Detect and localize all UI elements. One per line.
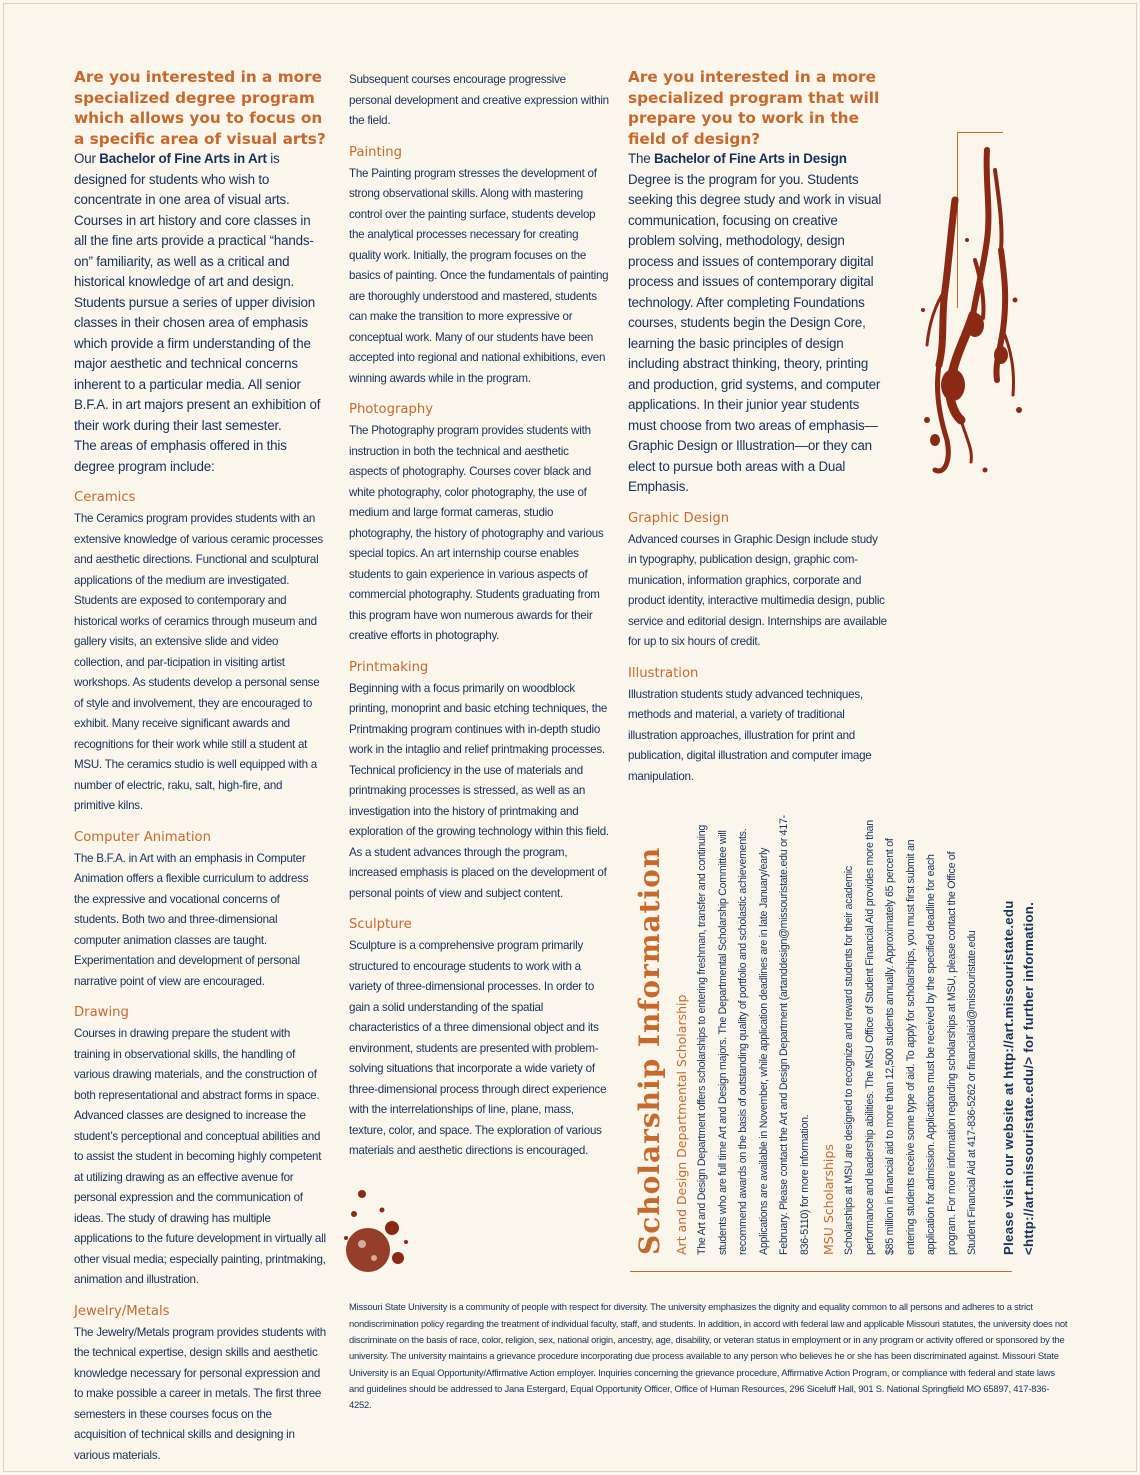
msu-scholarships-title: MSU Scholarships — [821, 1144, 836, 1255]
computer-animation-title: Computer Animation — [74, 829, 211, 845]
msu-scholarships-body: Scholarships at MSU are designed to recognize and reward students for their academic performance and leadership abilities. The MSU Office of Student Financial Aid provides more than $85 million in financial aid to more than 12,500 students annually. Approximately 65 percent of entering students receive some type of aid. To apply for scholarships, you must first submit an application for admission. Applications must be received by the specified deadline for each program. For more information regarding scholarships at MSU, please contact the Office of Student Financial Aid at 417-836-5262 or financialaid@missouristate.edu — [843, 820, 978, 1255]
ceramics-title: Ceramics — [74, 490, 136, 505]
drawing-title: Drawing — [74, 1005, 129, 1020]
jewelry-metals-title: Jewelry/Metals — [74, 1303, 170, 1319]
design-degree-intro: The Bachelor of Fine Arts in Design Degree is the program for you. Students seeking this degree study and work in visual communication, focusing on creative problem solving, methodology, design process and issues of contemporary digital process and issues of contemporary digital technology. After completing Foundations courses, students begin the Design Core, learning the basic principles of design including abstract thinking, theory, printing and production, grid systems, and computer applications. In their junior year students must choose from two areas of emphasis—Graphic Design or Illustration—or they can elect to pursue both areas with a Dual Emphasis. — [628, 151, 882, 494]
divider-rule — [630, 1271, 1012, 1272]
paint-splatter-illustration — [915, 140, 1025, 485]
sculpture-body: Sculpture is a comprehensive program primarily structured to encourage students to work with a variety of three-dimensional processes. In order to gain a solid understanding of the spatial characteristics of a three dimensional object and its environment, students are presented with problem-solving situations that incorporate a wide variety of three-dimensional process through direct experience with the interrelationships of line, plane, mass, texture, color, and space. The exploration of various materials and aesthetic directions is encouraged. — [349, 939, 607, 1157]
left-column — [74, 67, 326, 1466]
printmaking-body: Beginning with a focus primarily on woodblock printing, monoprint and basic etching techniques, the Printmaking program continues with in-depth studio work in the intaglio and relief printmaking processes. Technical proficiency in the use of materials and printmaking processes is stressed, as well as an investigation into the history of printmaking and exploration of the growing technology within this field. As a student advances through the program, increased emphasis is placed on the development of personal points of view and subject content. — [349, 681, 609, 900]
dept-scholarship-body: The Art and Design Department offers scholarships to entering freshman, transfer and continuing students who are full time Art and Design majors. The Departmental Scholarship Committee will recommend awards on the basis of outstanding quality of portfolio and scholastic achievements. Applications are available in November, while application deadlines are in late January/early February. Please contact the Art and Design Department (artanddesign@missouristate.edu or 417-836-5110) for more information. — [696, 815, 811, 1255]
photography-title: Photography — [349, 402, 434, 417]
sculpture-title: Sculpture — [349, 917, 412, 932]
middle-column — [349, 70, 609, 1162]
jewelry-metals-body: The Jewelry/Metals program provides students with the technical expertise, design skills and aesthetic knowledge necessary for personal expression and to make possible a career in metals. The first three semesters in these courses focus on the acquisition of technical skills and designing in various materials. — [74, 1325, 326, 1462]
website-link-line[interactable]: Please visit our website at http://art.missouristate.edu — [1000, 900, 1016, 1255]
design-degree-heading: Are you interested in a more specialized program that will prepare you to work in the field of design? — [628, 68, 880, 148]
painting-title: Painting — [349, 144, 403, 160]
photography-body: The Photography program provides students with instruction in both the technical and aesthetic aspects of photography. Courses cover black and white photography, color photography, the use of medium and large format cameras, studio photography, the history of photography and various special topics. An art internship course enables students to gain experience in various aspects of commercial photography. Students graduating from this program have won numerous awards for their creative efforts in photography. — [349, 424, 604, 642]
dept-scholarship-title: Art and Design Departmental Scholarship — [674, 994, 689, 1255]
nondiscrimination-footer: Missouri State University is a community of people with respect for diversity. The university emphasizes the dignity and equality common to all persons and adheres to a strict nondiscrimination policy regarding the treatment of individual faculty, staff, and students. In addition, in accord with federal law and applicable Missouri statutes, the university does not discriminate on the basis of race, color, religion, sex, national origin, ancestry, age, disability, or veteran status in employment or in any program or activity offered or sponsored by the university. The university maintains a grievance procedure incorporating due process available to any person who believes he or she has been discriminated against. Missouri State University is an Equal Opportunity/Affirmative Action employer. Inquiries concerning the grievance procedure, Affirmative Action Program, or compliance with federal and state laws and guidelines should be addressed to Jana Estergard, Equal Opportunity Officer, Office of Human Resources, 296 Siceluff Hall, 901 S. National Springfield MO 65897, 417-836-4252. — [349, 1301, 1068, 1411]
areas-intro: The areas of emphasis offered in this degree program include: — [74, 438, 287, 474]
website-note — [999, 815, 1039, 1255]
ink-stamp-graphic — [338, 1180, 413, 1275]
right-column — [628, 67, 888, 787]
art-degree-intro: Our Bachelor of Fine Arts in Art is designed for students who wish to concentrate in one area of visual arts. Courses in art history and core classes in all the fine arts provide a practical “hands-on” familiarity, as well as a critical and historical knowledge of art and design. Students pursue a series of upper division classes in their chosen area of emphasis which provide a firm understanding of the major aesthetic and technical concerns inherent to a particular media. All senior B.F.A. in art majors present an exhibition of their work during their last semester. — [74, 151, 321, 433]
graphic-design-title: Graphic Design — [628, 510, 730, 526]
website-link-line-2[interactable]: <http://art.missouristate.edu/> for further information. — [1020, 901, 1036, 1255]
illustration-title: Illustration — [628, 665, 699, 681]
graphic-design-body: Advanced courses in Graphic Design include study in typography, publication design, graphic com-munication, information graphics, corporate and product identity, interactive multimedia design, public service and editorial design. Internships are available for up to six hours of credit. — [628, 532, 887, 648]
art-degree-heading: Are you interested in a more specialized degree program which allows you to focus on a specific area of visual arts? — [74, 68, 326, 148]
ceramics-body: The Ceramics program provides students with an extensive knowledge of various ceramic processes and aesthetic directions. Functional and sculptural applications of the medium are investigated. Students are exposed to contemporary and historical works of ceramics through museum and gallery visits, an extensive slide and video collection, and par-ticipation in visiting artist workshops. As students develop a personal sense of style and involvement, they are encouraged to exhibit. Many receive significant awards and recognitions for their work while still a student at MSU. The ceramics studio is well equipped with a number of electric, raku, salt, high-fire, and primitive kilns. — [74, 512, 323, 812]
scholarship-title: Scholarship Information — [633, 846, 666, 1255]
scholarship-block — [632, 815, 1067, 1255]
computer-animation-body: The B.F.A. in Art with an emphasis in Computer Animation offers a flexible curriculum to address the expressive and vocational concerns of students. Both two and three-dimensional computer animation classes are taught. Experimentation and development of personal narrative point of view are encouraged. — [74, 851, 309, 988]
jewelry-continued: Subsequent courses encourage progressive personal development and creative expression within the field. — [349, 73, 609, 127]
printmaking-title: Printmaking — [349, 659, 429, 675]
illustration-body: Illustration students study advanced techniques, methods and material, a variety of traditional illustration approaches, illustration for print and publication, digital illustration and computer image manipulation. — [628, 687, 872, 783]
drawing-body: Courses in drawing prepare the student with training in observational skills, the handling of various drawing materials, and the construction of both representational and abstract forms in space. Advanced classes are designed to increase the student’s perceptional and conceptual abilities and to assist the student in becoming highly competent at utilizing drawing as an effective avenue for personal expression and the communication of ideas. The study of drawing has multiple applications to the future development in virtually all other visual media; especially painting, printmaking, animation and illustration. — [74, 1027, 326, 1286]
painting-body: The Painting program stresses the development of strong observational skills. Along with mastering control over the painting surface, students develop the analytical processes necessary for creating quality work. Initially, the program focuses on the basics of painting. Once the fundamentals of painting are thoroughly understood and mastered, students can make the transition to more expressive or conceptual work. Many of our students have been accepted into regional and national exhibitions, even winning awards while in the program. — [349, 166, 609, 385]
